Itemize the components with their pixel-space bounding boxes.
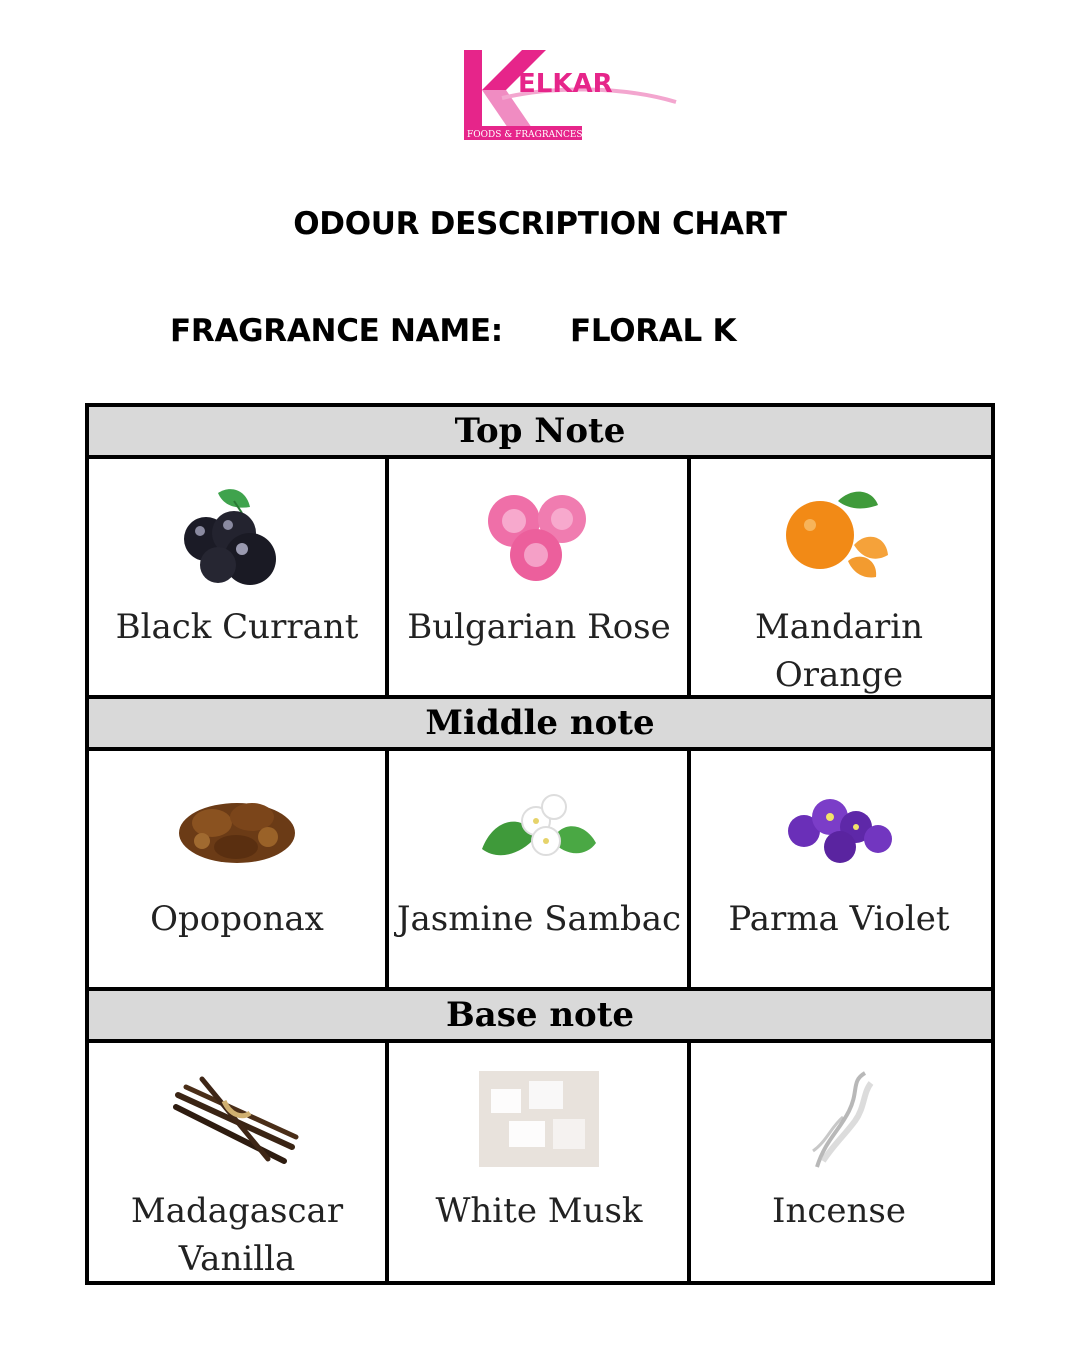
note-label-cell xyxy=(391,1187,687,1235)
note-label-cell xyxy=(89,603,385,651)
opoponax-resin-icon xyxy=(172,777,302,877)
note-cell xyxy=(89,777,385,877)
note-label: Mandarin xyxy=(754,607,924,647)
top-note-header: Top Note xyxy=(89,407,991,455)
middle-note-header: Middle note xyxy=(89,699,991,747)
note-label-cell xyxy=(691,895,987,943)
fragrance-name-label: FRAGRANCE NAME: xyxy=(170,313,503,349)
page-title: ODOUR DESCRIPTION CHART xyxy=(293,206,787,242)
note-cell xyxy=(391,1071,687,1167)
note-label-cell xyxy=(391,895,687,943)
note-label: Vanilla xyxy=(178,1239,296,1279)
jasmine-icon xyxy=(474,777,604,877)
violet-icon xyxy=(774,777,904,877)
note-label-cell xyxy=(691,603,987,699)
brand-logo xyxy=(462,46,680,142)
note-label-cell xyxy=(391,603,687,651)
note-cell xyxy=(391,777,687,877)
note-cell xyxy=(691,479,987,589)
logo-text: ELKAR xyxy=(518,69,613,99)
note-label: Black Currant xyxy=(115,607,359,647)
note-label: White Musk xyxy=(435,1191,643,1231)
odour-chart-table xyxy=(85,403,995,1285)
fragrance-name-value: FLORAL K xyxy=(570,313,737,349)
kelkar-logo-icon xyxy=(462,46,680,142)
white-musk-icon xyxy=(479,1071,599,1167)
rose-icon xyxy=(474,479,604,589)
black-currant-icon xyxy=(172,479,302,589)
mandarin-icon xyxy=(774,479,904,589)
note-label-cell xyxy=(691,1187,987,1235)
note-label: Madagascar xyxy=(130,1191,344,1231)
note-label: Incense xyxy=(772,1191,906,1231)
vanilla-pods-icon xyxy=(172,1071,302,1171)
base-note-header: Base note xyxy=(89,991,991,1039)
note-cell xyxy=(391,479,687,589)
note-label: Bulgarian Rose xyxy=(407,607,671,647)
note-cell xyxy=(691,1071,987,1171)
incense-smoke-icon xyxy=(779,1071,899,1171)
note-label: Orange xyxy=(774,655,904,695)
note-label-cell xyxy=(89,895,385,943)
note-cell xyxy=(89,1071,385,1171)
logo-subtext: FOODS & FRAGRANCES xyxy=(467,130,583,140)
note-label: Parma Violet xyxy=(728,899,950,939)
note-cell xyxy=(691,777,987,877)
note-label: Opoponax xyxy=(150,899,324,939)
note-label-cell xyxy=(89,1187,385,1283)
note-cell xyxy=(89,479,385,589)
note-label: Jasmine Sambac xyxy=(396,899,682,939)
